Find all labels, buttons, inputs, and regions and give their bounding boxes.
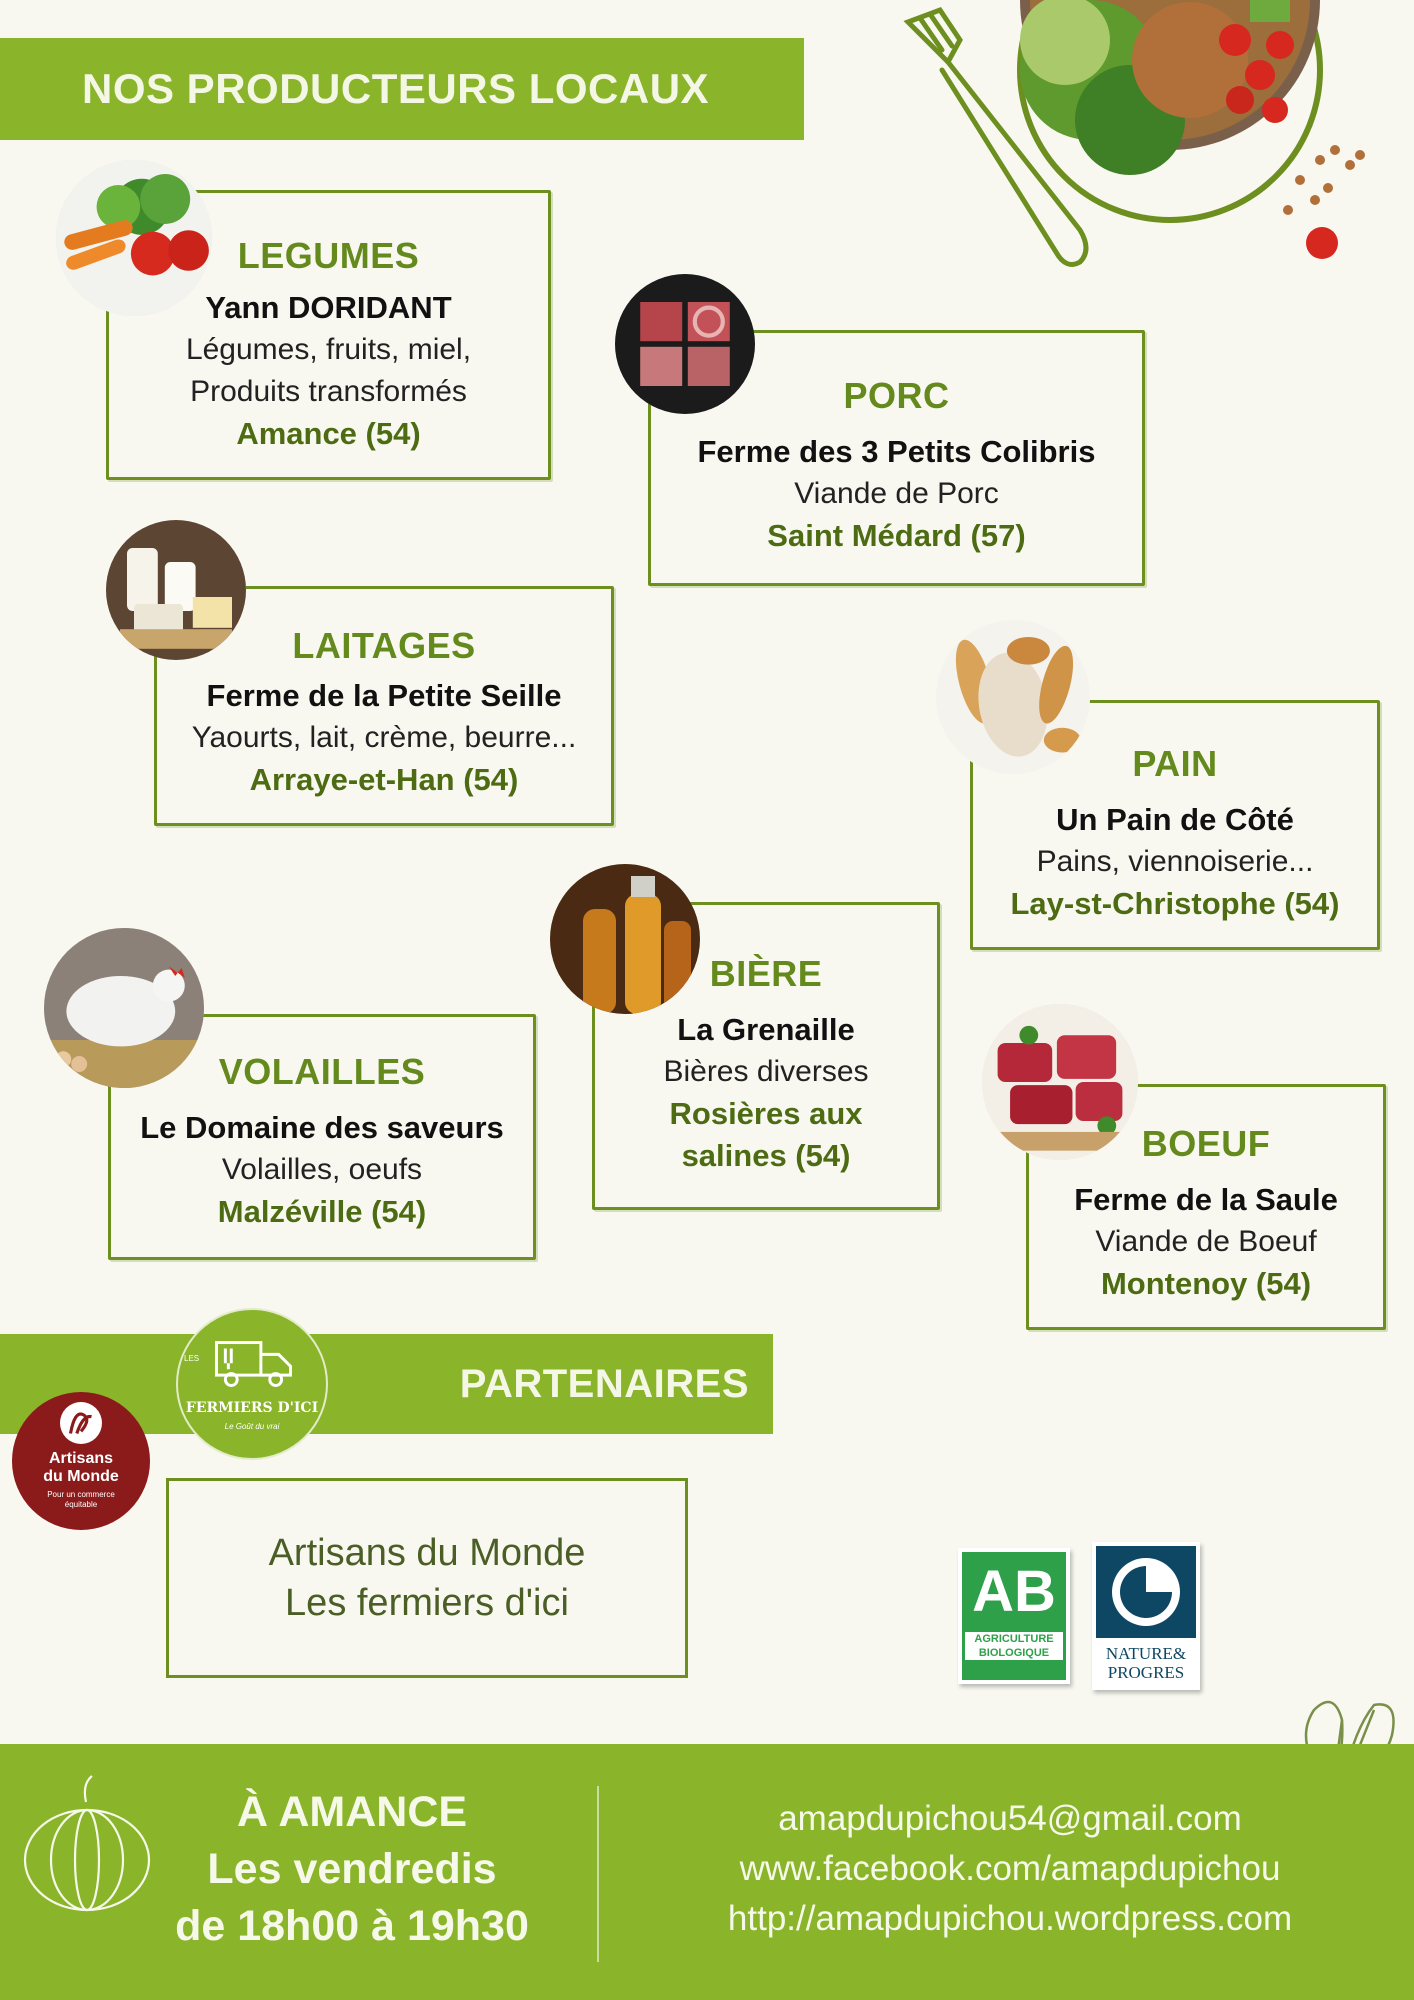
artisans-du-monde-logo	[12, 1392, 150, 1530]
artisans-swirl-icon	[60, 1402, 102, 1444]
beef-photo	[982, 1004, 1138, 1160]
producer-location: Arraye-et-Han (54)	[249, 762, 519, 797]
category-label: LEGUMES	[237, 235, 420, 276]
producer-description: Viande de Porc	[794, 477, 999, 510]
producer-description: Pains, viennoiserie...	[1036, 845, 1314, 878]
producer-location: Rosières aux	[669, 1096, 863, 1131]
pork-photo	[615, 274, 755, 414]
fermiers-dici-name: FERMIERS D'ICI	[185, 1400, 319, 1416]
header-banner	[0, 38, 804, 140]
category-label: VOLAILLES	[218, 1051, 426, 1092]
artisans-logo-line1: Artisans	[48, 1450, 114, 1467]
pumpkin-illustration	[20, 1772, 154, 1914]
producer-description: Produits transformés	[190, 375, 467, 408]
nature-line2: PROGRES	[1107, 1663, 1185, 1682]
page-title: NOS PRODUCTEURS LOCAUX	[82, 65, 710, 112]
producer-description: Viande de Boeuf	[1095, 1225, 1317, 1258]
producer-location: Lay-st-Christophe (54)	[1010, 886, 1340, 921]
producer-name: Le Domaine des saveurs	[140, 1110, 504, 1145]
nature-line1: NATURE&	[1105, 1644, 1187, 1663]
producer-location: Malzéville (54)	[217, 1194, 427, 1229]
contact-info	[610, 1794, 1410, 1944]
producer-name: Yann DORIDANT	[205, 290, 452, 325]
producer-description: Volailles, oeufs	[221, 1153, 423, 1186]
producer-location: Amance (54)	[236, 416, 421, 451]
category-label: PAIN	[1132, 743, 1218, 784]
bread-photo	[936, 620, 1090, 774]
category-label: LAITAGES	[292, 625, 476, 666]
vegetables-photo	[56, 160, 212, 316]
artisans-logo-tagline2: équitable	[64, 1500, 98, 1509]
partners-list	[166, 1478, 688, 1678]
meeting-place: À AMANCE	[236, 1788, 468, 1836]
producer-description: Yaourts, lait, crème, beurre...	[191, 721, 577, 754]
fermiers-dici-small: LES	[184, 1354, 200, 1363]
footer-divider	[597, 1786, 599, 1962]
beer-photo	[550, 864, 700, 1014]
producer-name: Ferme de la Saule	[1074, 1182, 1338, 1217]
producer-description: Légumes, fruits, miel,	[185, 333, 472, 366]
nature-progres-label	[1092, 1542, 1200, 1690]
partner-name: Artisans du Monde	[268, 1532, 586, 1574]
website-link[interactable]: http://amapdupichou.wordpress.com	[727, 1899, 1293, 1938]
ab-line2: BIOLOGIQUE	[965, 1646, 1063, 1660]
artisans-logo-line2: du Monde	[43, 1468, 119, 1485]
footer	[0, 1744, 1414, 2000]
poultry-photo	[44, 928, 204, 1088]
category-label: PORC	[843, 375, 950, 416]
partner-name: Les fermiers d'ici	[285, 1582, 569, 1624]
meeting-time: de 18h00 à 19h30	[175, 1902, 529, 1950]
meeting-day: Les vendredis	[207, 1845, 497, 1893]
category-label: BIÈRE	[709, 953, 823, 994]
fermiers-dici-logo	[176, 1308, 328, 1460]
producer-location: Saint Médard (57)	[767, 518, 1026, 553]
meeting-info	[140, 1784, 564, 1955]
category-label: BOEUF	[1141, 1123, 1271, 1164]
artisans-logo-tagline1: Pour un commerce	[47, 1490, 115, 1499]
facebook-link[interactable]: www.facebook.com/amapdupichou	[739, 1849, 1281, 1888]
email-address[interactable]: amapdupichou54@gmail.com	[778, 1799, 1242, 1838]
fermiers-dici-tagline: Le Goût du vrai	[224, 1422, 280, 1431]
partners-title: PARTENAIRES	[459, 1361, 749, 1406]
dairy-photo	[106, 520, 246, 660]
producer-location: salines (54)	[681, 1138, 851, 1173]
producer-name: La Grenaille	[677, 1012, 855, 1047]
ab-line1: AGRICULTURE	[965, 1632, 1063, 1646]
producer-name: Un Pain de Côté	[1056, 802, 1294, 837]
ab-letters: AB	[972, 1559, 1056, 1624]
producer-location: Montenoy (54)	[1100, 1266, 1312, 1301]
salad-bowl-illustration	[880, 0, 1414, 320]
producer-name: Ferme des 3 Petits Colibris	[697, 434, 1096, 469]
producer-description: Bières diverses	[663, 1055, 869, 1088]
producer-name: Ferme de la Petite Seille	[206, 678, 562, 713]
ab-organic-label	[958, 1548, 1070, 1684]
